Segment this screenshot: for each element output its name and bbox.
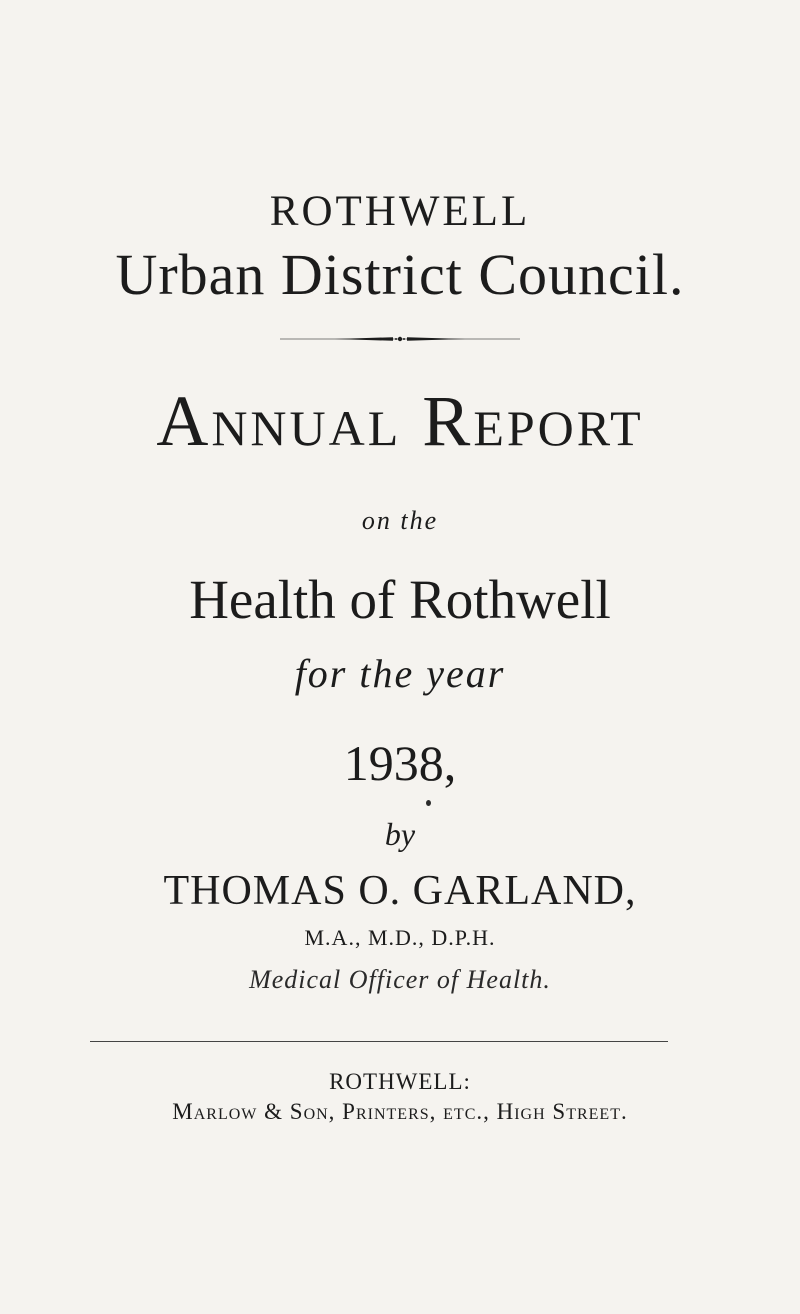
imprint-place: ROTHWELL: <box>329 1069 471 1094</box>
on-the-text: on the <box>361 506 439 535</box>
council-name: ROTHWELL <box>269 188 531 235</box>
horizontal-rule <box>90 1041 668 1042</box>
council-type: Urban District Council. <box>115 242 685 307</box>
report-year: 1938, <box>343 735 457 791</box>
by-text: by <box>384 816 416 852</box>
report-title: Annual Report <box>156 381 644 461</box>
for-the-year-text: for the year <box>294 651 506 696</box>
imprint-printers: Marlow & Son, Printers, etc., High Street. <box>172 1099 628 1124</box>
author-name: THOMAS O. GARLAND, <box>163 868 637 914</box>
author-role: Medical Officer of Health. <box>249 965 551 994</box>
author-degrees: M.A., M.D., D.P.H. <box>304 925 496 950</box>
report-subject: Health of Rothwell <box>189 569 611 630</box>
ink-dot <box>426 800 431 806</box>
ornamental-divider <box>280 332 520 346</box>
